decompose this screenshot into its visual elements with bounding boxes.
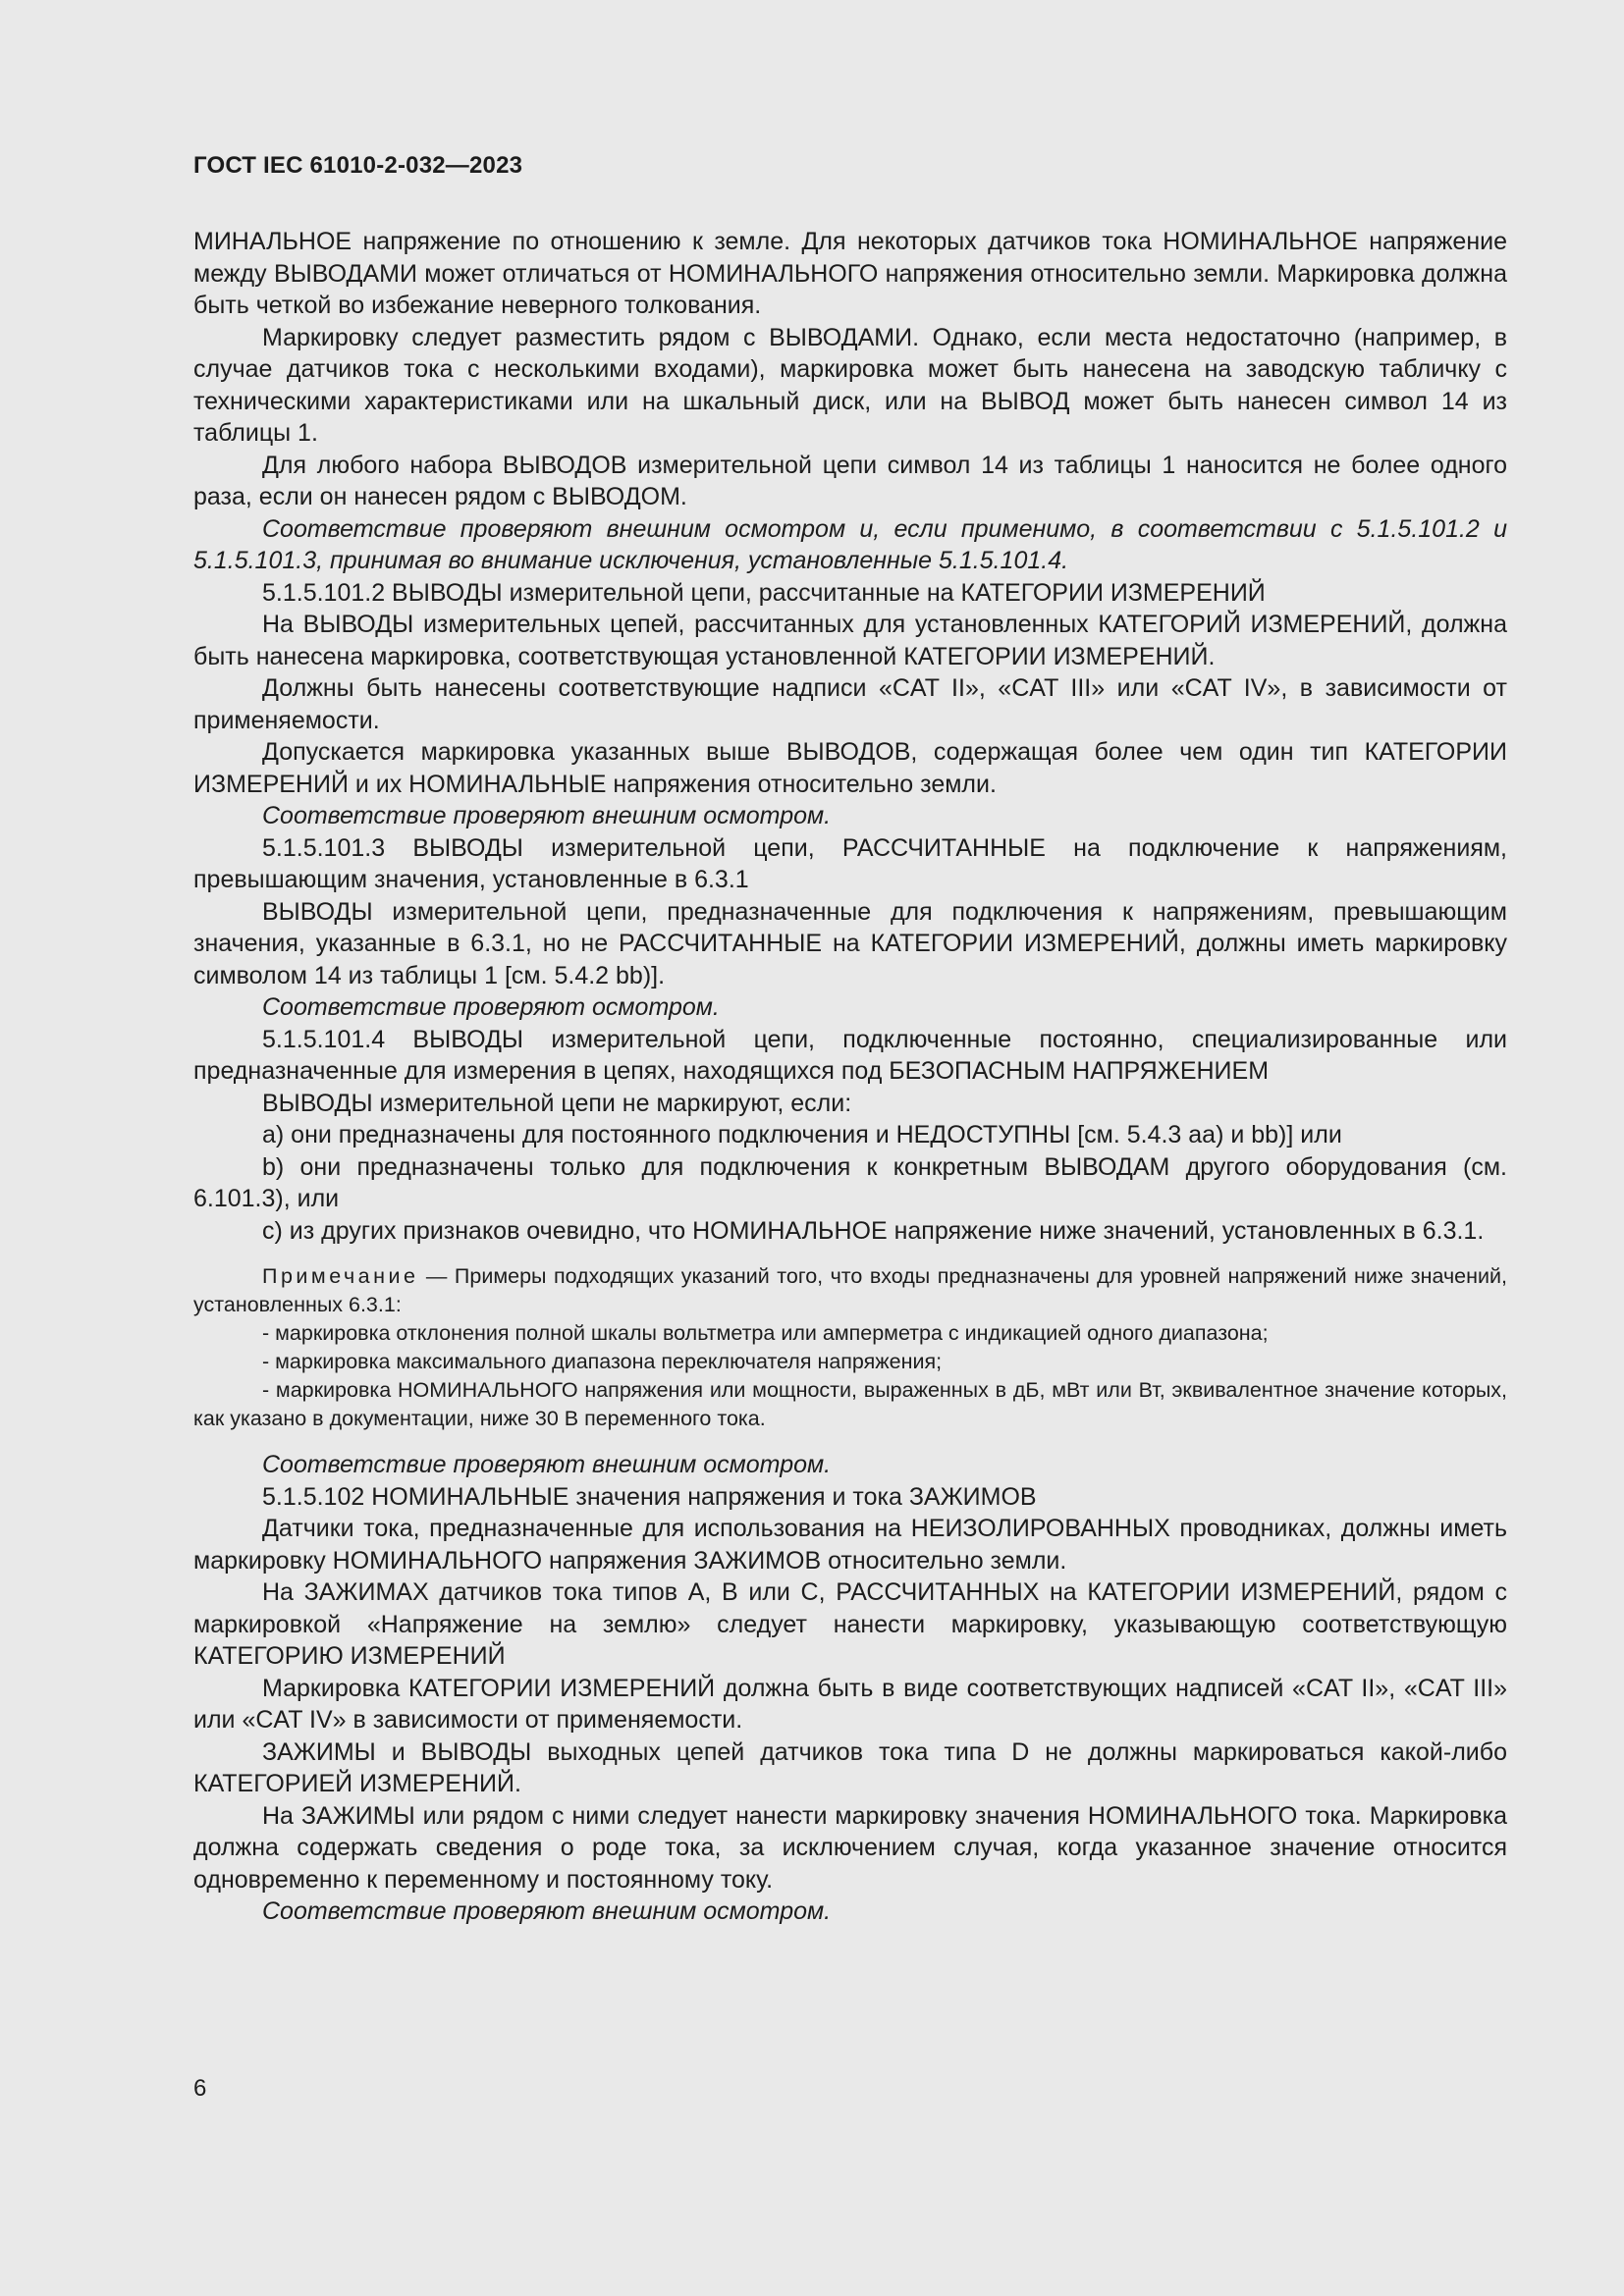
paragraph: На ЗАЖИМЫ или рядом с ними следует нанести маркировку значения НОМИНАЛЬНОГО тока. Маркировка должна содержать сведения о роде тока, за исключением случая, когда указанное значение относится одновременно к переменному и постоянному току. [193,1801,1507,1894]
paragraph: На ЗАЖИМАХ датчиков тока типов A, B или C, РАССЧИТАННЫХ на КАТЕГОРИИ ИЗМЕРЕНИЙ, рядом с маркировкой «Напряжение на землю» следует нанести маркировку, указывающую соответствующую КАТЕГОРИЮ ИЗМЕРЕНИЙ [193,1578,1507,1670]
note-text: — Примеры подходящих указаний того, что входы предназначены для уровней напряжений ниже значений, установленных 6.3.1: [193,1264,1507,1316]
compliance-check: Соответствие проверяют внешним осмотром и, если применимо, в соответствии с 5.1.5.101.2 и 5.1.5.101.3, принимая во внимание исключения, установленные 5.1.5.101.4. [193,514,1507,574]
note-intro [193,1262,1507,1319]
section-heading: 5.1.5.101.2 ВЫВОДЫ измерительной цепи, рассчитанные на КАТЕГОРИИ ИЗМЕРЕНИЙ [262,578,1266,607]
section-heading: 5.1.5.101.3 ВЫВОДЫ измерительной цепи, РАССЧИТАННЫЕ на подключение к напряжениям, превышающим значения, установленные в 6.3.1 [193,833,1507,893]
paragraph: ВЫВОДЫ измерительной цепи, предназначенные для подключения к напряжениям, превышающим значения, указанные в 6.3.1, но не РАССЧИТАННЫЕ на КАТЕГОРИИ ИЗМЕРЕНИЙ, должны иметь маркировку символом 14 из таблицы 1 [см. 5.4.2 bb)]. [193,897,1507,989]
compliance-check: Соответствие проверяют осмотром. [262,993,720,1021]
page-number: 6 [193,2075,207,2102]
note-item: - маркировка отклонения полной шкалы вольтметра или амперметра с индикацией одного диапазона; [262,1321,1269,1345]
compliance-check: Соответствие проверяют внешним осмотром. [262,1897,832,1925]
list-item: a) они предназначены для постоянного подключения и НЕДОСТУПНЫ [см. 5.4.3 aa) и bb)] или [262,1121,1342,1148]
note-item: - маркировка максимального диапазона переключателя напряжения; [262,1350,943,1373]
paragraph: На ВЫВОДЫ измерительных цепей, рассчитанных для установленных КАТЕГОРИЙ ИЗМЕРЕНИЙ, должна быть нанесена маркировка, соответствующая установленной КАТЕГОРИИ ИЗМЕРЕНИЙ. [193,611,1507,670]
section-heading: 5.1.5.101.4 ВЫВОДЫ измерительной цепи, подключенные постоянно, специализированные или предназначенные для измерения в цепях, находящихся под БЕЗОПАСНЫМ НАПРЯЖЕНИЕМ [193,1025,1507,1085]
section-heading: 5.1.5.102 НОМИНАЛЬНЫЕ значения напряжения и тока ЗАЖИМОВ [262,1482,1037,1511]
paragraph: Должны быть нанесены соответствующие надписи «CAT II», «CAT III» или «CAT IV», в зависимости от применяемости. [193,674,1507,734]
paragraph: Для любого набора ВЫВОДОВ измерительной цепи символ 14 из таблицы 1 наносится не более одного раза, если он нанесен рядом с ВЫВОДОМ. [193,451,1507,510]
list-item: c) из других признаков очевидно, что НОМИНАЛЬНОЕ напряжение ниже значений, установленных в 6.3.1. [262,1216,1485,1245]
document-body [193,226,1507,1928]
paragraph: Датчики тока, предназначенные для использования на НЕИЗОЛИРОВАННЫХ проводниках, должны иметь маркировку НОМИНАЛЬНОГО напряжения ЗАЖИМОВ относительно земли. [193,1515,1507,1575]
paragraph: Маркировка КАТЕГОРИИ ИЗМЕРЕНИЙ должна быть в виде соответствующих надписей «CAT II», «CAT III» или «CAT IV» в зависимости от применяемости. [193,1674,1507,1734]
paragraph: ВЫВОДЫ измерительной цепи не маркируют, если: [262,1089,852,1117]
list-item: b) они предназначены только для подключения к конкретным ВЫВОДАМ другого оборудования (см. 6.101.3), или [193,1152,1507,1212]
document-header: ГОСТ IEC 61010-2-032—2023 [193,152,523,179]
paragraph: Допускается маркировка указанных выше ВЫВОДОВ, содержащая более чем один тип КАТЕГОРИИ ИЗМЕРЕНИЙ и их НОМИНАЛЬНЫЕ напряжения относительно земли. [193,738,1507,798]
note-item: - маркировка НОМИНАЛЬНОГО напряжения или мощности, выраженных в дБ, мВт или Вт, эквивалентное значение которых, как указано в документации, ниже 30 В переменного тока. [193,1378,1507,1430]
compliance-check: Соответствие проверяют внешним осмотром. [262,802,832,829]
paragraph-continuation: МИНАЛЬНОЕ напряжение по отношению к земле. Для некоторых датчиков тока НОМИНАЛЬНОЕ напряжение между ВЫВОДАМИ может отличаться от НОМИНАЛЬНОГО напряжения относительно земли. Маркировка должна быть четкой во избежание неверного толкования. [193,228,1507,319]
note-label: Примечание [262,1264,419,1288]
paragraph: Маркировку следует разместить рядом с ВЫВОДАМИ. Однако, если места недостаточно (например, в случае датчиков тока с несколькими входами), маркировка может быть нанесена на заводскую табличку с техническими характеристиками или на шкальный диск, или на ВЫВОД может быть нанесен символ 14 из таблицы 1. [193,323,1507,447]
compliance-check: Соответствие проверяют внешним осмотром. [262,1451,832,1478]
paragraph: ЗАЖИМЫ и ВЫВОДЫ выходных цепей датчиков тока типа D не должны маркироваться какой-либо КАТЕГОРИЕЙ ИЗМЕРЕНИЙ. [193,1737,1507,1797]
